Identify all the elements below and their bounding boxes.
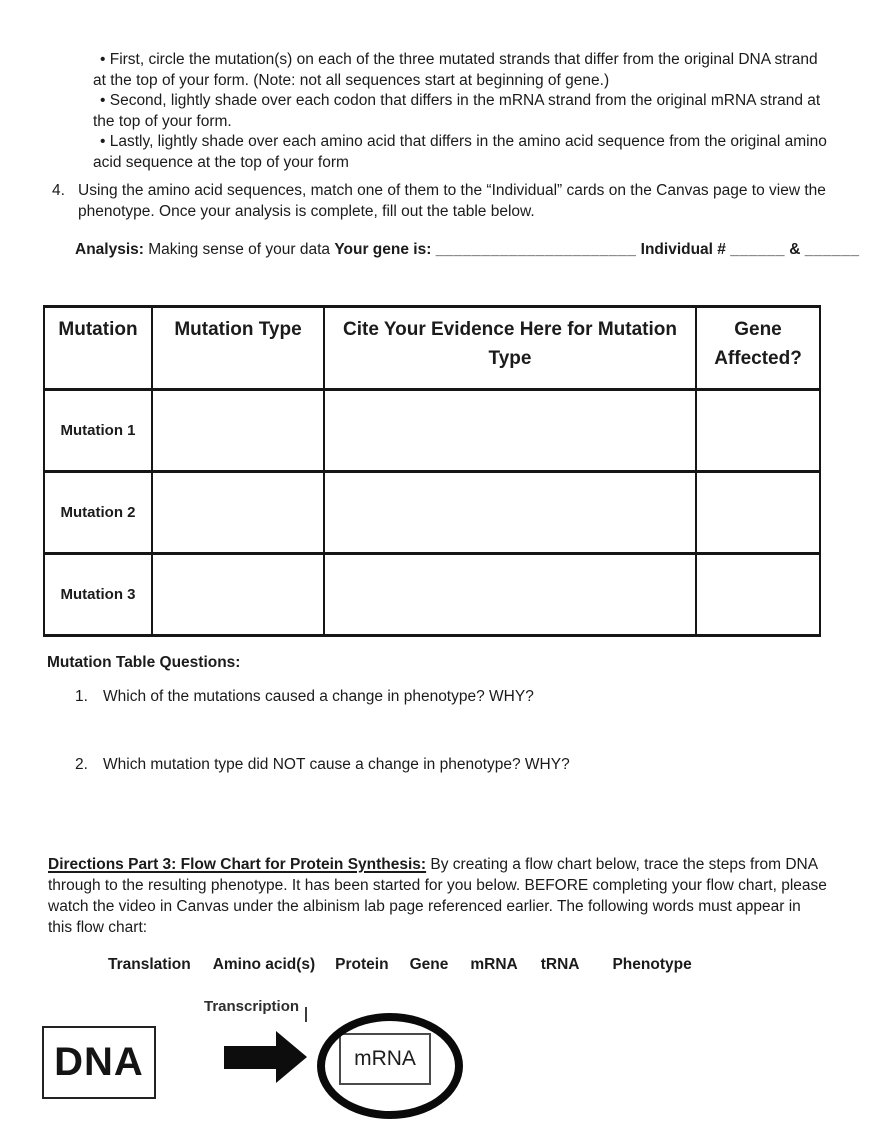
step-4-number: 4. <box>52 182 65 199</box>
table-row <box>44 390 820 472</box>
step-4 <box>52 181 830 222</box>
dna-label: DNA <box>54 1040 144 1084</box>
evidence-cell[interactable] <box>324 554 696 636</box>
word-gene: Gene <box>409 956 449 973</box>
questions-title: Mutation Table Questions: <box>47 654 241 671</box>
question-1-text: Which of the mutations caused a change in phenotype? WHY? <box>103 688 534 705</box>
word-phenotype: Phenotype <box>612 956 692 973</box>
individual-label: Individual # <box>636 241 731 258</box>
question-1 <box>75 687 815 708</box>
mrna-label: mRNA <box>354 1047 416 1070</box>
header-evidence: Cite Your Evidence Here for Mutation Type <box>324 307 696 390</box>
bullet-circle-mutations: • First, circle the mutation(s) on each of the three mutated strands that differ from the original DNA strand at the top of your form. (Note: not all sequences start at beginning of gene.) <box>93 51 818 89</box>
analysis-line <box>75 240 860 261</box>
gene-affected-cell[interactable] <box>696 554 820 636</box>
question-2 <box>75 755 815 776</box>
transcription-label-fragment: Transcription <box>204 998 300 1015</box>
row-label-mutation-3: Mutation 3 <box>44 554 152 636</box>
question-2-text: Which mutation type did NOT cause a change in phenotype? WHY? <box>103 756 570 773</box>
flowchart-dna-box <box>42 1026 156 1099</box>
flowchart-arrow-icon <box>224 1046 277 1069</box>
part3-directions <box>48 854 827 938</box>
word-trna: tRNA <box>540 956 580 973</box>
gene-label: Your gene is: <box>334 241 436 258</box>
part3-heading: Directions Part 3: Flow Chart for Protein Synthesis: <box>48 856 427 873</box>
ampersand: & <box>784 241 805 258</box>
word-bank <box>108 956 692 974</box>
question-1-number: 1. <box>75 688 88 705</box>
mutation-type-cell[interactable] <box>152 472 324 554</box>
word-mrna: mRNA <box>470 956 518 973</box>
individual-number-blank-1[interactable]: ______ <box>730 241 785 258</box>
flowchart-mrna-oval <box>317 1013 463 1119</box>
header-gene-affected: Gene Affected? <box>696 307 820 390</box>
table-row <box>44 554 820 636</box>
header-mutation: Mutation <box>44 307 152 390</box>
bullet-shade-amino-acid: • Lastly, lightly shade over each amino acid that differs in the amino acid sequence from the original amino acid sequence at the top of your form <box>93 133 827 171</box>
gene-blank[interactable]: ______________________ <box>435 241 637 258</box>
evidence-cell[interactable] <box>324 390 696 472</box>
mutation-table <box>43 305 821 637</box>
table-row <box>44 472 820 554</box>
evidence-cell[interactable] <box>324 472 696 554</box>
question-2-number: 2. <box>75 756 88 773</box>
gene-affected-cell[interactable] <box>696 390 820 472</box>
table-header-row <box>44 307 820 390</box>
gene-affected-cell[interactable] <box>696 472 820 554</box>
mutation-type-cell[interactable] <box>152 390 324 472</box>
directions-bullet-list <box>93 50 830 174</box>
row-label-mutation-1: Mutation 1 <box>44 390 152 472</box>
analysis-intro: Making sense of your data <box>148 241 335 258</box>
mutation-type-cell[interactable] <box>152 554 324 636</box>
flowchart-arrowhead-icon <box>276 1031 307 1083</box>
bullet-shade-codon: • Second, lightly shade over each codon that differs in the mRNA strand from the original mRNA strand at the top of your form. <box>93 92 821 130</box>
header-mutation-type: Mutation Type <box>152 307 324 390</box>
individual-number-blank-2[interactable]: ______ <box>804 241 860 258</box>
part3-body: By creating a flow chart below, trace the steps from DNA through to the resulting phenotype. It has been started for you below. BEFORE completing your flow chart, please watch the video in Canvas under the albinism lab page referenced earlier. The following words must appear in this flow chart: <box>48 856 827 936</box>
word-amino-acids: Amino acid(s) <box>212 956 316 973</box>
row-label-mutation-2: Mutation 2 <box>44 472 152 554</box>
word-translation: Translation <box>108 956 191 973</box>
stray-mark <box>305 1007 307 1022</box>
analysis-label: Analysis: <box>75 241 149 258</box>
step-4-text: Using the amino acid sequences, match one of them to the “Individual” cards on the Canvas page to view the phenotype. Once your analysis is complete, fill out the table below. <box>78 182 826 220</box>
word-protein: Protein <box>335 956 389 973</box>
